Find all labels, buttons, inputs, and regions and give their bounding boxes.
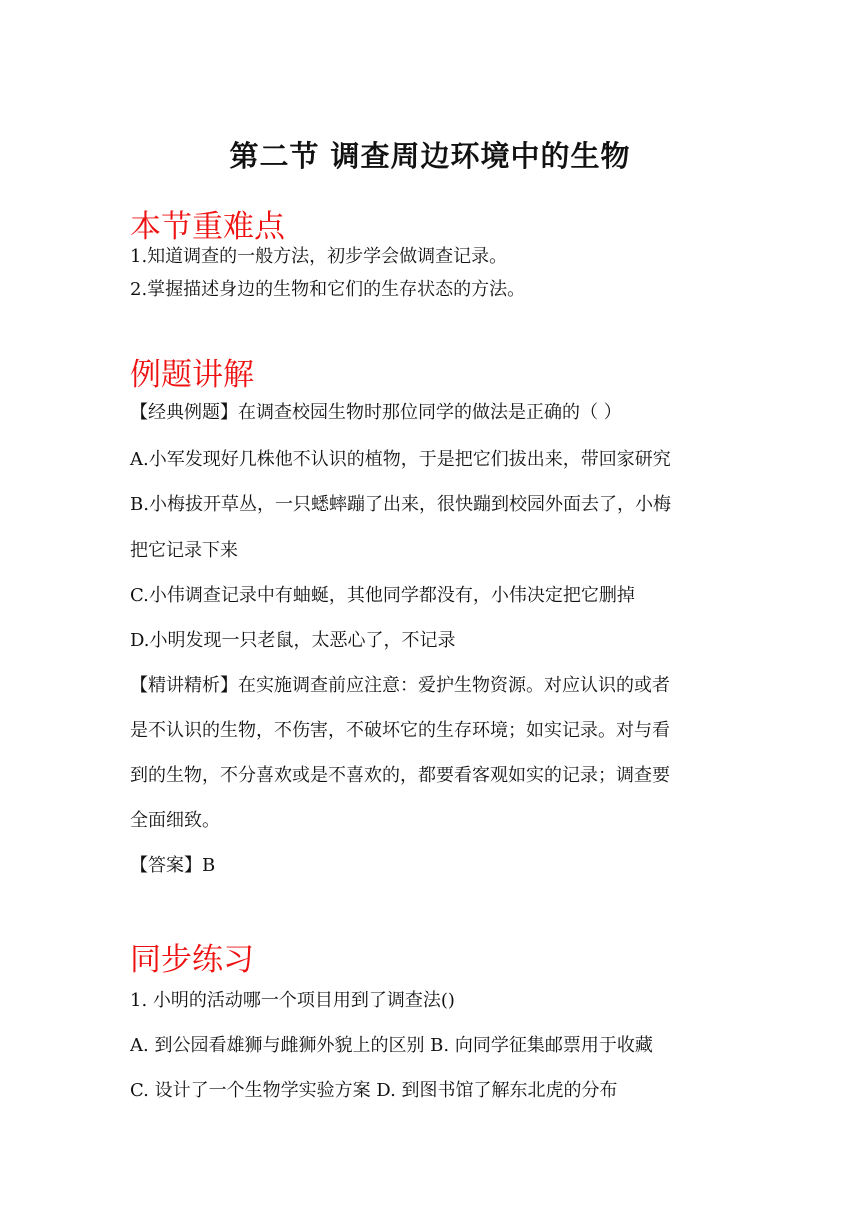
option-d: D.小明发现一只老鼠，太恶心了，不记录 bbox=[130, 630, 456, 651]
practice-question-1-options-cd: C. 设计了一个生物学实验方案 D. 到图书馆了解东北虎的分布 bbox=[130, 1080, 618, 1101]
section-heading-key-points: 本节重难点 bbox=[130, 209, 285, 245]
answer: 【答案】B bbox=[130, 855, 216, 876]
analysis-line-4: 全面细致。 bbox=[130, 810, 220, 831]
page-title: 第二节 调查周边环境中的生物 bbox=[229, 139, 631, 173]
option-a: A.小军发现好几株他不认识的植物，于是把它们拔出来，带回家研究 bbox=[130, 449, 671, 470]
practice-question-1-options-ab: A. 到公园看雄狮与雌狮外貌上的区别 B. 向同学征集邮票用于收藏 bbox=[130, 1035, 653, 1056]
section-heading-practice: 同步练习 bbox=[130, 942, 254, 978]
analysis-line-2: 是不认识的生物，不伤害，不破坏它的生存环境；如实记录。对与看 bbox=[130, 720, 670, 741]
practice-question-1: 1. 小明的活动哪一个项目用到了调查法() bbox=[130, 990, 455, 1011]
analysis-line-3: 到的生物，不分喜欢或是不喜欢的，都要看客观如实的记录；调查要 bbox=[130, 765, 670, 786]
option-c: C.小伟调查记录中有蚰蜒，其他同学都没有，小伟决定把它删掉 bbox=[130, 585, 635, 606]
option-b-continued: 把它记录下来 bbox=[130, 540, 238, 561]
example-question: 【经典例题】在调查校园生物时那位同学的做法是正确的（ ） bbox=[130, 402, 622, 423]
key-point-1: 1.知道调查的一般方法，初步学会做调查记录。 bbox=[130, 246, 508, 267]
key-point-2: 2.掌握描述身边的生物和它们的生存状态的方法。 bbox=[130, 279, 526, 300]
section-heading-examples: 例题讲解 bbox=[130, 357, 254, 393]
option-b: B.小梅拔开草丛，一只蟋蟀蹦了出来，很快蹦到校园外面去了，小梅 bbox=[130, 494, 671, 515]
analysis-line-1: 【精讲精析】在实施调查前应注意：爱护生物资源。对应认识的或者 bbox=[130, 675, 670, 696]
